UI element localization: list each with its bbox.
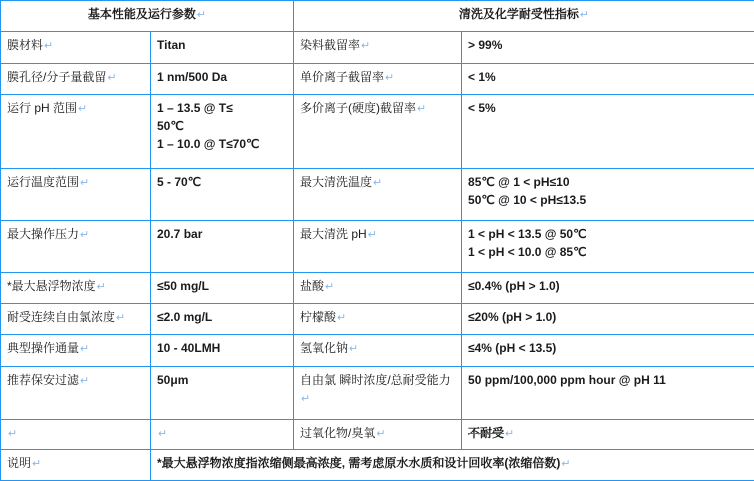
row-label-right: 最大清洗温度↵ xyxy=(294,168,462,220)
row-label-right: 盐酸↵ xyxy=(294,272,462,303)
eol-mark-icon: ↵ xyxy=(373,176,383,189)
row-value-left xyxy=(151,419,294,449)
row-label-left xyxy=(1,419,151,449)
footer-note-row xyxy=(1,449,754,480)
row-value-left: 5 - 70℃ xyxy=(151,168,294,220)
eol-mark-icon: ↵ xyxy=(505,427,515,440)
row-label-right: 柠檬酸↵ xyxy=(294,304,462,335)
row-value-left: 1 nm/500 Da xyxy=(151,63,294,94)
eol-mark-icon: ↵ xyxy=(349,343,359,356)
footer-text: *最大悬浮物浓度指浓缩侧最高浓度, 需考虑原水水质和设计回收率(浓缩倍数)↵ xyxy=(151,449,754,480)
eol-mark-icon: ↵ xyxy=(385,71,395,84)
eol-mark-icon: ↵ xyxy=(367,228,377,241)
row-value-right: < 1% xyxy=(462,63,754,94)
table-row xyxy=(1,168,754,220)
eol-mark-icon: ↵ xyxy=(579,9,590,21)
eol-mark-icon: ↵ xyxy=(417,103,427,116)
row-label-right: 最大清洗 pH↵ xyxy=(294,220,462,272)
eol-mark-icon: ↵ xyxy=(80,228,90,241)
row-value-left: ≤2.0 mg/L xyxy=(151,304,294,335)
row-label-right: 自由氯 瞬时浓度/总耐受能力↵ xyxy=(294,366,462,419)
header-left-text: 基本性能及运行参数 xyxy=(87,7,196,21)
eol-mark-icon: ↵ xyxy=(32,457,42,470)
eol-mark-icon: ↵ xyxy=(78,103,88,116)
table-row xyxy=(1,63,754,94)
eol-mark-icon: ↵ xyxy=(361,40,371,53)
row-label-right: 多价离子(硬度)截留率↵ xyxy=(294,95,462,168)
eol-mark-icon: ↵ xyxy=(80,343,90,356)
row-label-right: 氢氧化钠↵ xyxy=(294,335,462,366)
row-label-left: 耐受连续自由氯浓度↵ xyxy=(1,304,151,335)
header-right-cell xyxy=(294,1,754,32)
row-label-left: 膜孔径/分子量截留↵ xyxy=(1,63,151,94)
row-label-left: *最大悬浮物浓度↵ xyxy=(1,272,151,303)
eol-mark-icon: ↵ xyxy=(337,312,347,325)
table-row xyxy=(1,419,754,449)
eol-mark-icon: ↵ xyxy=(561,457,571,470)
table-header-row xyxy=(1,1,754,32)
table-row xyxy=(1,335,754,366)
eol-mark-icon: ↵ xyxy=(96,280,106,293)
row-value-right: ≤4% (pH < 13.5) xyxy=(462,335,754,366)
header-left-cell xyxy=(1,1,294,32)
row-label-right: 过氧化物/臭氧↵ xyxy=(294,419,462,449)
table-row xyxy=(1,366,754,419)
row-value-left: ≤50 mg/L xyxy=(151,272,294,303)
table-row xyxy=(1,272,754,303)
eol-mark-icon: ↵ xyxy=(116,312,126,325)
row-value-left: 20.7 bar xyxy=(151,220,294,272)
eol-mark-icon: ↵ xyxy=(301,392,311,405)
row-value-right: 50 ppm/100,000 ppm hour @ pH 11 xyxy=(462,366,754,419)
struck-text: 最高浓度 xyxy=(293,455,342,470)
row-value-right xyxy=(462,419,754,449)
struck-value: 不耐受 xyxy=(468,425,505,440)
row-label-left: 推荐保安过滤↵ xyxy=(1,366,151,419)
eol-mark-icon: ↵ xyxy=(107,71,117,84)
eol-mark-icon: ↵ xyxy=(80,374,90,387)
eol-mark-icon: ↵ xyxy=(325,280,335,293)
eol-mark-icon: ↵ xyxy=(376,427,386,440)
row-value-left: 10 - 40LMH xyxy=(151,335,294,366)
eol-mark-icon: ↵ xyxy=(8,427,18,440)
row-label-right: 单价离子截留率↵ xyxy=(294,63,462,94)
eol-mark-icon: ↵ xyxy=(158,427,168,440)
row-value-right: 1 < pH < 13.5 @ 50℃ 1 < pH < 10.0 @ 85℃ xyxy=(462,220,754,272)
eol-mark-icon: ↵ xyxy=(80,176,90,189)
row-value-right: < 5% xyxy=(462,95,754,168)
footer-label: 说明↵ xyxy=(1,449,151,480)
row-value-left: Titan xyxy=(151,32,294,63)
row-value-left: 1 – 13.5 @ T≤ 50℃ 1 – 10.0 @ T≤70℃ xyxy=(151,95,294,168)
row-value-right: > 99% xyxy=(462,32,754,63)
row-label-left: 运行 pH 范围↵ xyxy=(1,95,151,168)
row-label-left: 运行温度范围↵ xyxy=(1,168,151,220)
eol-mark-icon: ↵ xyxy=(44,40,54,53)
row-value-right: ≤0.4% (pH > 1.0) xyxy=(462,272,754,303)
eol-mark-icon: ↵ xyxy=(196,9,207,21)
row-label-right: 染料截留率↵ xyxy=(294,32,462,63)
table-row xyxy=(1,95,754,168)
header-right-text: 清洗及化学耐受性指标 xyxy=(458,7,579,21)
table-row xyxy=(1,220,754,272)
table-row xyxy=(1,304,754,335)
table-row xyxy=(1,32,754,63)
row-value-left: 50μm xyxy=(151,366,294,419)
row-value-right: 85℃ @ 1 < pH≤10 50℃ @ 10 < pH≤13.5 xyxy=(462,168,754,220)
row-label-left: 典型操作通量↵ xyxy=(1,335,151,366)
row-label-left: 最大操作压力↵ xyxy=(1,220,151,272)
row-value-right: ≤20% (pH > 1.0) xyxy=(462,304,754,335)
row-label-left: 膜材料↵ xyxy=(1,32,151,63)
